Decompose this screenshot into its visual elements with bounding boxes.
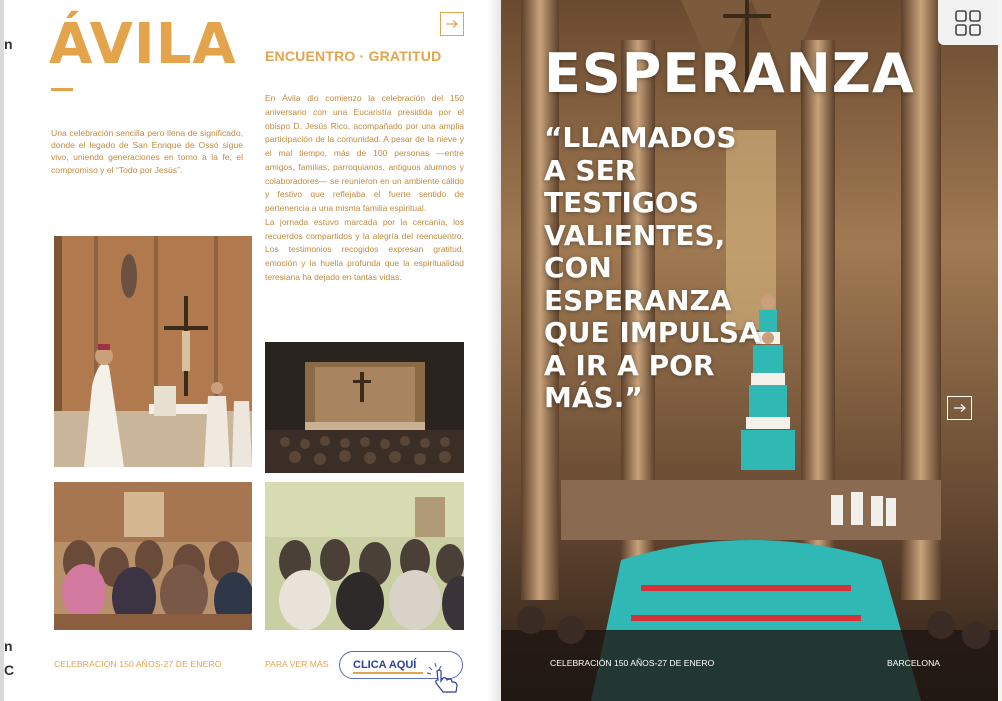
- hand-pointer-icon: [425, 661, 465, 695]
- next-page-button[interactable]: [440, 12, 464, 36]
- photo-eucharist: [54, 236, 252, 467]
- arrow-right-icon: [445, 19, 459, 29]
- grid-view-button[interactable]: [938, 0, 998, 45]
- page-title: ÁVILA: [49, 12, 237, 77]
- photo-congregation: [54, 482, 252, 630]
- cta-label: CLICA AQUÍ: [353, 659, 417, 671]
- left-footer: CELEBRACIÓN 150 AÑOS-27 DE ENERO: [54, 659, 222, 669]
- edge-fragment: n: [4, 36, 13, 52]
- page-fold-shadow: [487, 0, 501, 701]
- article-paragraph: En Ávila dio comienzo la celebración del 150 aniversario con una Eucaristía presidida por el obispo D. Jesús Rico, acompañado por una amplia participación de la comunidad. A pesar de la nieve y el mal tiempo, más de 100 personas —entre amigos, familias, parroquianos, antiguos alumnos y colaboradores— se reunieron en un ambiente cálido y festivo que reflejaba el fuerte sentido de pertenencia a una misma familia espiritual.: [265, 93, 464, 214]
- intro-text: Una celebración sencilla pero llena de significado, donde el legado de San Enrique de Ossó sigue vivo, uniendo generaciones en torno a la fe, el compromiso y el “Todo por Jesús”.: [51, 128, 243, 175]
- viewer-edge: [998, 0, 1002, 701]
- photo-gathering: [265, 482, 464, 630]
- article-body: [265, 92, 464, 285]
- edge-fragment: C: [4, 662, 15, 678]
- next-page-button-right[interactable]: [947, 396, 972, 420]
- title-underline: [51, 88, 73, 91]
- click-here-button[interactable]: [339, 651, 463, 679]
- article-paragraph: La jornada estuvo marcada por la cercanía, los recuerdos compartidos y la alegría del reencuentro. Los testimonios recogidos expresan gratitud, emoción y la huella profunda que la espiritualidad teresiana ha dejado en tantas vidas.: [265, 216, 464, 282]
- quote-text: “LLAMADOS A SER TESTIGOS VALIENTES, CON ESPERANZA QUE IMPULSA A IR A POR MÁS.”: [544, 121, 761, 414]
- left-page: [4, 0, 501, 701]
- grid-icon: [954, 9, 982, 37]
- section-subtitle: ENCUENTRO · GRATITUD: [265, 48, 442, 64]
- photo-hall: [265, 342, 464, 473]
- right-page-title: ESPERANZA: [544, 42, 915, 105]
- edge-fragment: n: [4, 638, 13, 654]
- see-more-label: PARA VER MÁS: [265, 659, 329, 669]
- right-page: [501, 0, 998, 701]
- city-label: BARCELONA: [887, 658, 941, 668]
- cta-underline: [353, 672, 423, 674]
- right-footer: CELEBRACIÓN 150 AÑOS-27 DE ENERO: [550, 658, 715, 668]
- arrow-right-icon: [953, 403, 967, 413]
